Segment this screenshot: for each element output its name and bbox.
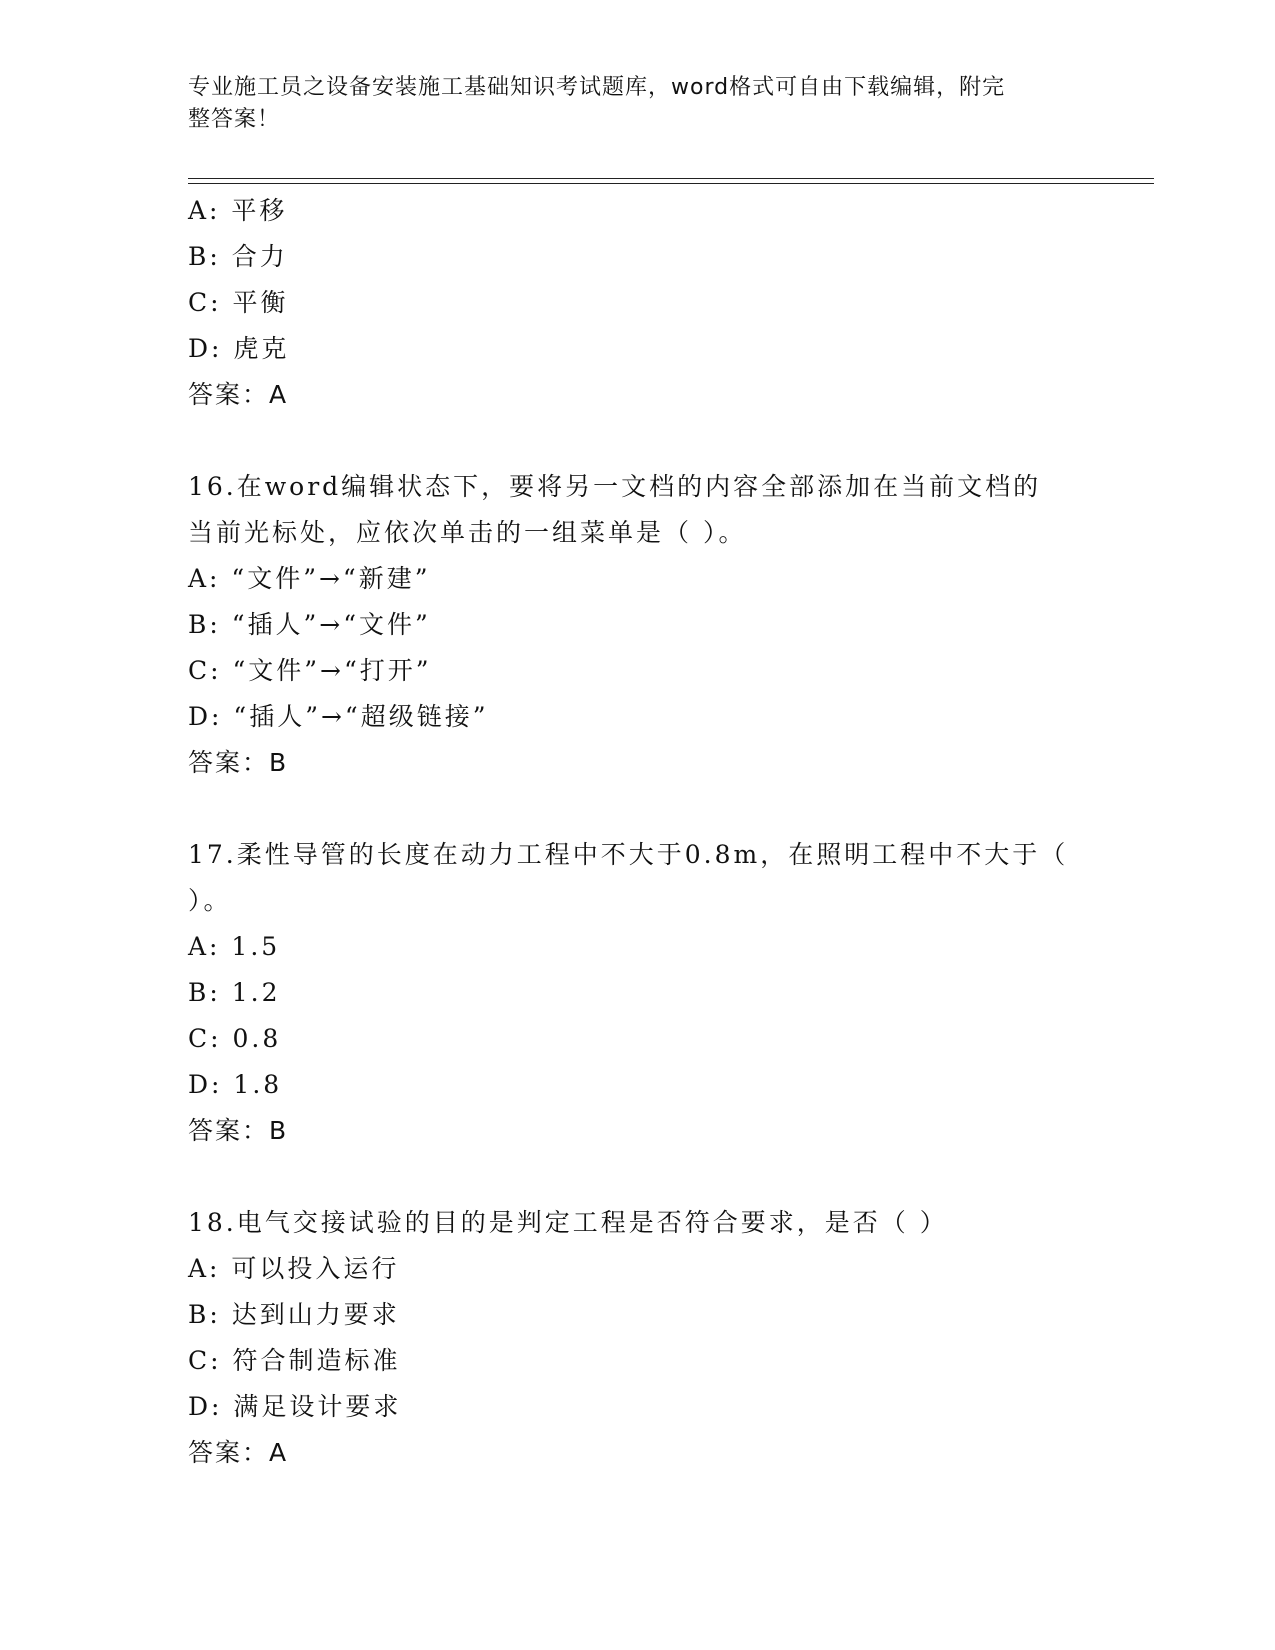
option-b: B: “插人”→“文件” [188,610,431,639]
question-list [188,188,1088,1476]
answer: 答案：B [188,1116,289,1145]
option-b: B: 达到山力要求 [188,1300,400,1329]
option-d: D: 满足设计要求 [188,1392,402,1421]
option-c: C: 符合制造标准 [188,1346,401,1375]
header-divider-bottom [188,183,1154,184]
option-a: A: 平移 [188,196,288,225]
question-stem-line-2: 当前光标处，应依次单击的一组菜单是（ ）。 [188,518,747,547]
answer: 答案：A [188,1438,289,1467]
option-d: D: “插人”→“超级链接” [188,702,489,731]
option-b: B: 合力 [188,242,288,271]
option-d: D: 1.8 [188,1070,283,1099]
option-a: A: “文件”→“新建” [188,564,431,593]
option-a: A: 1.5 [188,932,281,961]
option-c: C: 平衡 [188,288,289,317]
option-c: C: 0.8 [188,1024,282,1053]
header-title-line-1: 专业施工员之设备安装施工基础知识考试题库，word格式可自由下载编辑，附完 [188,75,1006,100]
spacer [188,418,1088,464]
question-stem-line-2: ）。 [188,886,232,915]
question-15 [188,188,1088,418]
document-header [188,72,1068,136]
spacer [188,786,1088,832]
question-18 [188,1200,1088,1476]
question-16 [188,464,1088,786]
header-title-line-2: 整答案！ [188,107,281,132]
option-c: C: “文件”→“打开” [188,656,432,685]
question-stem-line-1: 16.在word编辑状态下，要将另一文档的内容全部添加在当前文档的 [188,472,1042,501]
option-b: B: 1.2 [188,978,281,1007]
option-a: A: 可以投入运行 [188,1254,400,1283]
question-stem-line-1: 18.电气交接试验的目的是判定工程是否符合要求，是否（ ） [188,1208,948,1237]
answer: 答案：A [188,380,289,409]
header-divider-top [188,178,1154,179]
option-d: D: 虎克 [188,334,290,363]
question-stem-line-1: 17.柔性导管的长度在动力工程中不大于0.8m，在照明工程中不大于（ [188,840,1069,869]
answer: 答案：B [188,748,289,777]
question-17 [188,832,1088,1154]
spacer [188,1154,1088,1200]
